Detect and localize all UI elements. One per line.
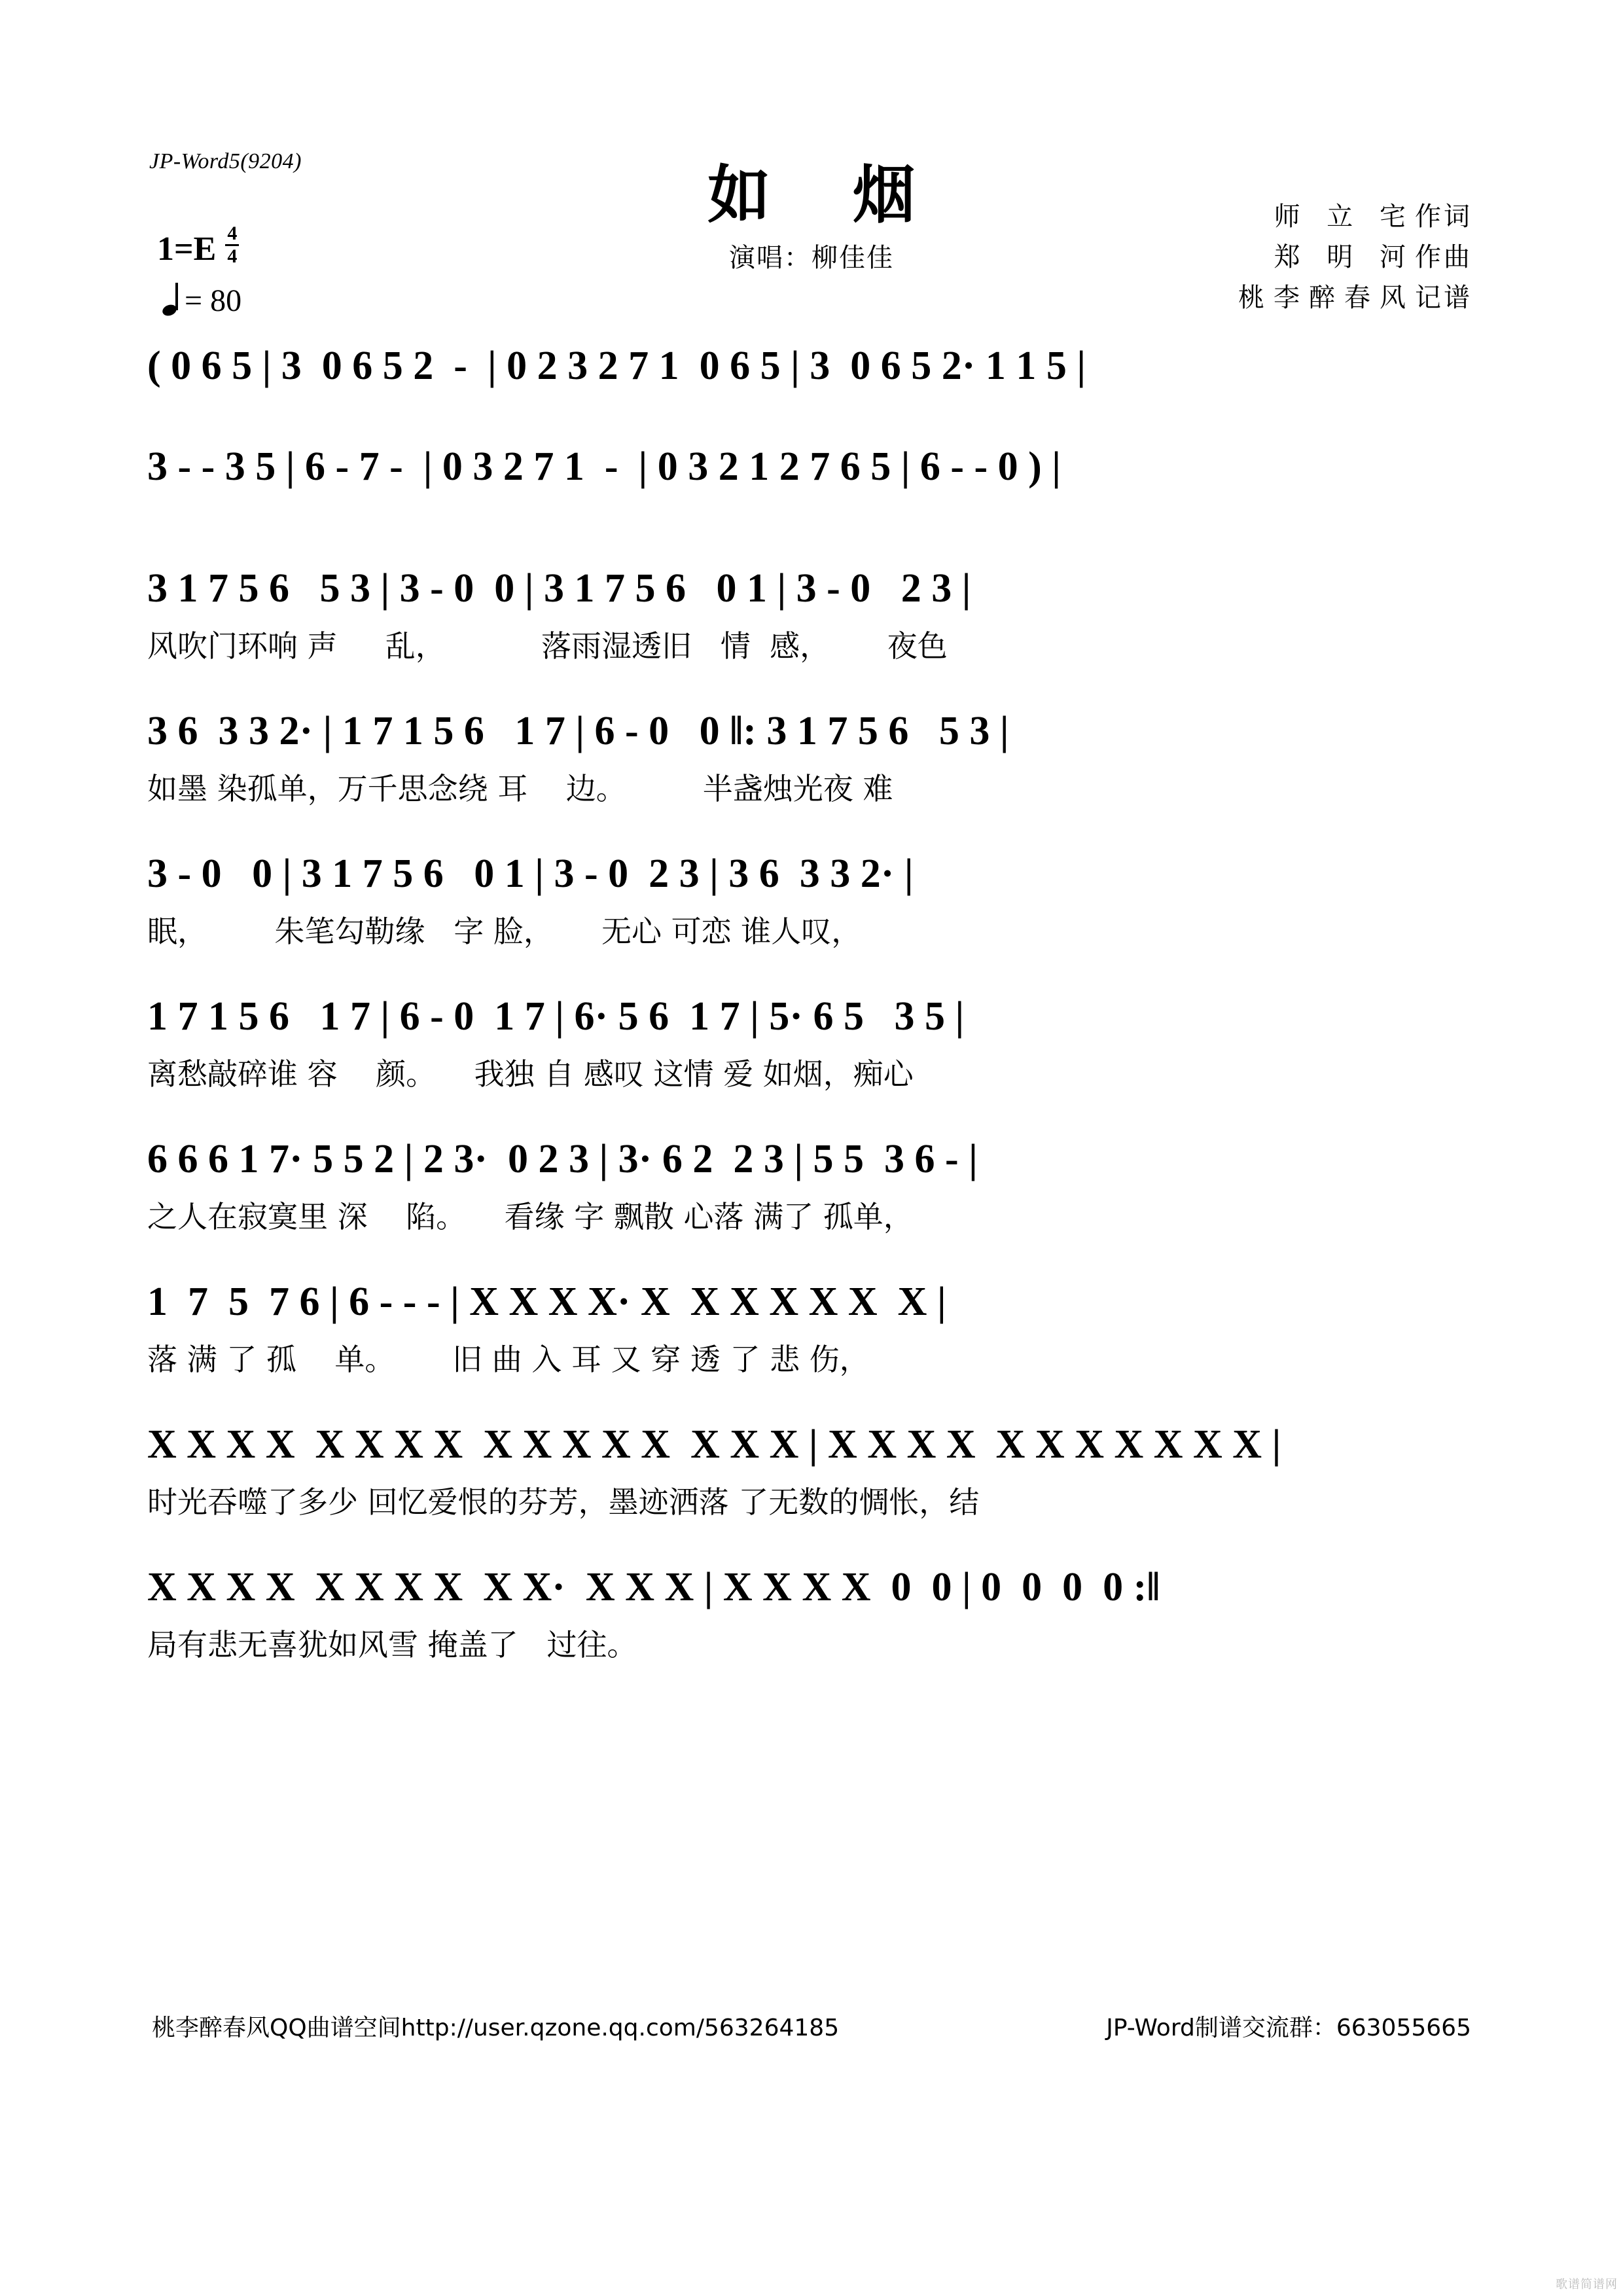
lyrics-line: 风吹门环响 声 乱， 落雨湿透旧 情 感， 夜色 [147,628,948,664]
system-rap-line-2 [147,1567,1476,1686]
credit-lyricist-role: 作词 [1415,202,1472,232]
lyrics-line: 落 满 了 孤 单。 旧 曲 入 耳 又 穿 透 了 悲 伤， [147,1342,870,1377]
watermark: 歌谱简谱网 [1556,2278,1618,2291]
credit-composer-name: 郑 明 河 [1274,242,1415,272]
notes-line: 1 7 5 7 6 | 6 - - - | X X X X· X X X X X X X | [147,1280,946,1324]
system-intro-line-1 [147,346,1476,423]
credit-transcriber [1238,278,1472,318]
key-signature [157,223,239,270]
tempo-value: = 80 [185,283,242,318]
time-signature-numerator: 4 [225,224,239,246]
singer-label: 演唱：柳佳佳 [729,243,894,273]
notes-line: 1 7 1 5 6 1 7 | 6 - 0 1 7 | 6· 5 6 1 7 | 5· 6 5 3 5 | [147,994,965,1039]
song-title: 如 烟 [707,158,946,232]
system-chorus-line-2 [147,1282,1476,1401]
notes-line: 3 1 7 5 6 5 3 | 3 - 0 0 | 3 1 7 5 6 0 1 | 3 - 0 2 3 | [147,566,971,611]
lyrics-line: 如墨 染孤单，万千思念绕 耳 边。 半盏烛光夜 难 [147,771,893,806]
score-systems [147,346,1476,1710]
notes-line: X X X X X X X X X X X X X X X X | X X X X X X X X X X X | [147,1422,1281,1467]
notes-line: 3 6 3 3 2· | 1 7 1 5 6 1 7 | 6 - 0 0 ‖: 3 1 7 5 6 5 3 | [147,709,1009,753]
lyrics-line: 时光吞噬了多少 回忆爱恨的芬芳，墨迹洒落 了无数的惆怅，结 [147,1484,980,1520]
system-verse-line-1 [147,568,1476,687]
notes-line: 3 - 0 0 | 3 1 7 5 6 0 1 | 3 - 0 2 3 | 3 6 3 3 2· | [147,852,914,896]
quarter-note-icon [162,287,179,315]
credit-composer-role: 作曲 [1415,242,1472,272]
key-label: 1=E [157,230,217,268]
lyrics-line: 之人在寂寞里 深 陷。 看缘 字 飘散 心落 满了 孤单， [147,1199,914,1234]
notes-line: X X X X X X X X X X· X X X | X X X X 0 0 | 0 0 0 0 :‖ [147,1565,1160,1609]
notes-line: 6 6 6 1 7· 5 5 2 | 2 3· 0 2 3 | 3· 6 2 2 3 | 5 5 3 6 - | [147,1137,978,1181]
notes-line: ( 0 6 5 | 3 0 6 5 2 - | 0 2 3 2 7 1 0 6 5 | 3 0 6 5 2· 1 1 5 | [147,344,1086,388]
credit-composer [1238,237,1472,278]
credit-transcriber-role: 记谱 [1415,283,1472,313]
credit-lyricist-name: 师 立 宅 [1274,202,1415,232]
credit-lyricist [1238,196,1472,237]
time-signature [225,224,239,266]
system-rap-line-1 [147,1424,1476,1543]
tempo-marking [162,283,241,319]
jp-word-code: JP-Word5(9204) [149,149,302,173]
footer-qq-space: 桃李醉春风QQ曲谱空间http://user.qzone.qq.com/563264185 [152,2015,840,2041]
system-verse-line-4 [147,996,1476,1115]
notes-line: 3 - - 3 5 | 6 - 7 - | 0 3 2 7 1 - | 0 3 2 1 2 7 6 5 | 6 - - 0 ) | [147,444,1061,489]
time-signature-denominator: 4 [227,245,238,267]
lyrics-line: 离愁敲碎谁 容 颜。 我独 自 感叹 这情 爱 如烟，痴心 [147,1056,914,1092]
system-chorus-line-1 [147,1139,1476,1258]
system-intro-line-2 [147,446,1476,545]
system-verse-line-2 [147,711,1476,830]
footer-group: JP-Word制谱交流群：663055665 [1106,2015,1471,2041]
credit-transcriber-name: 桃李醉春风 [1238,283,1415,313]
system-verse-line-3 [147,853,1476,973]
credits-block [1238,196,1472,318]
lyrics-line: 局有悲无喜犹如风雪 掩盖了 过往。 [147,1627,637,1662]
lyrics-line: 眠， 朱笔勾勒缘 字 脸， 无心 可恋 谁人叹， [147,914,862,949]
